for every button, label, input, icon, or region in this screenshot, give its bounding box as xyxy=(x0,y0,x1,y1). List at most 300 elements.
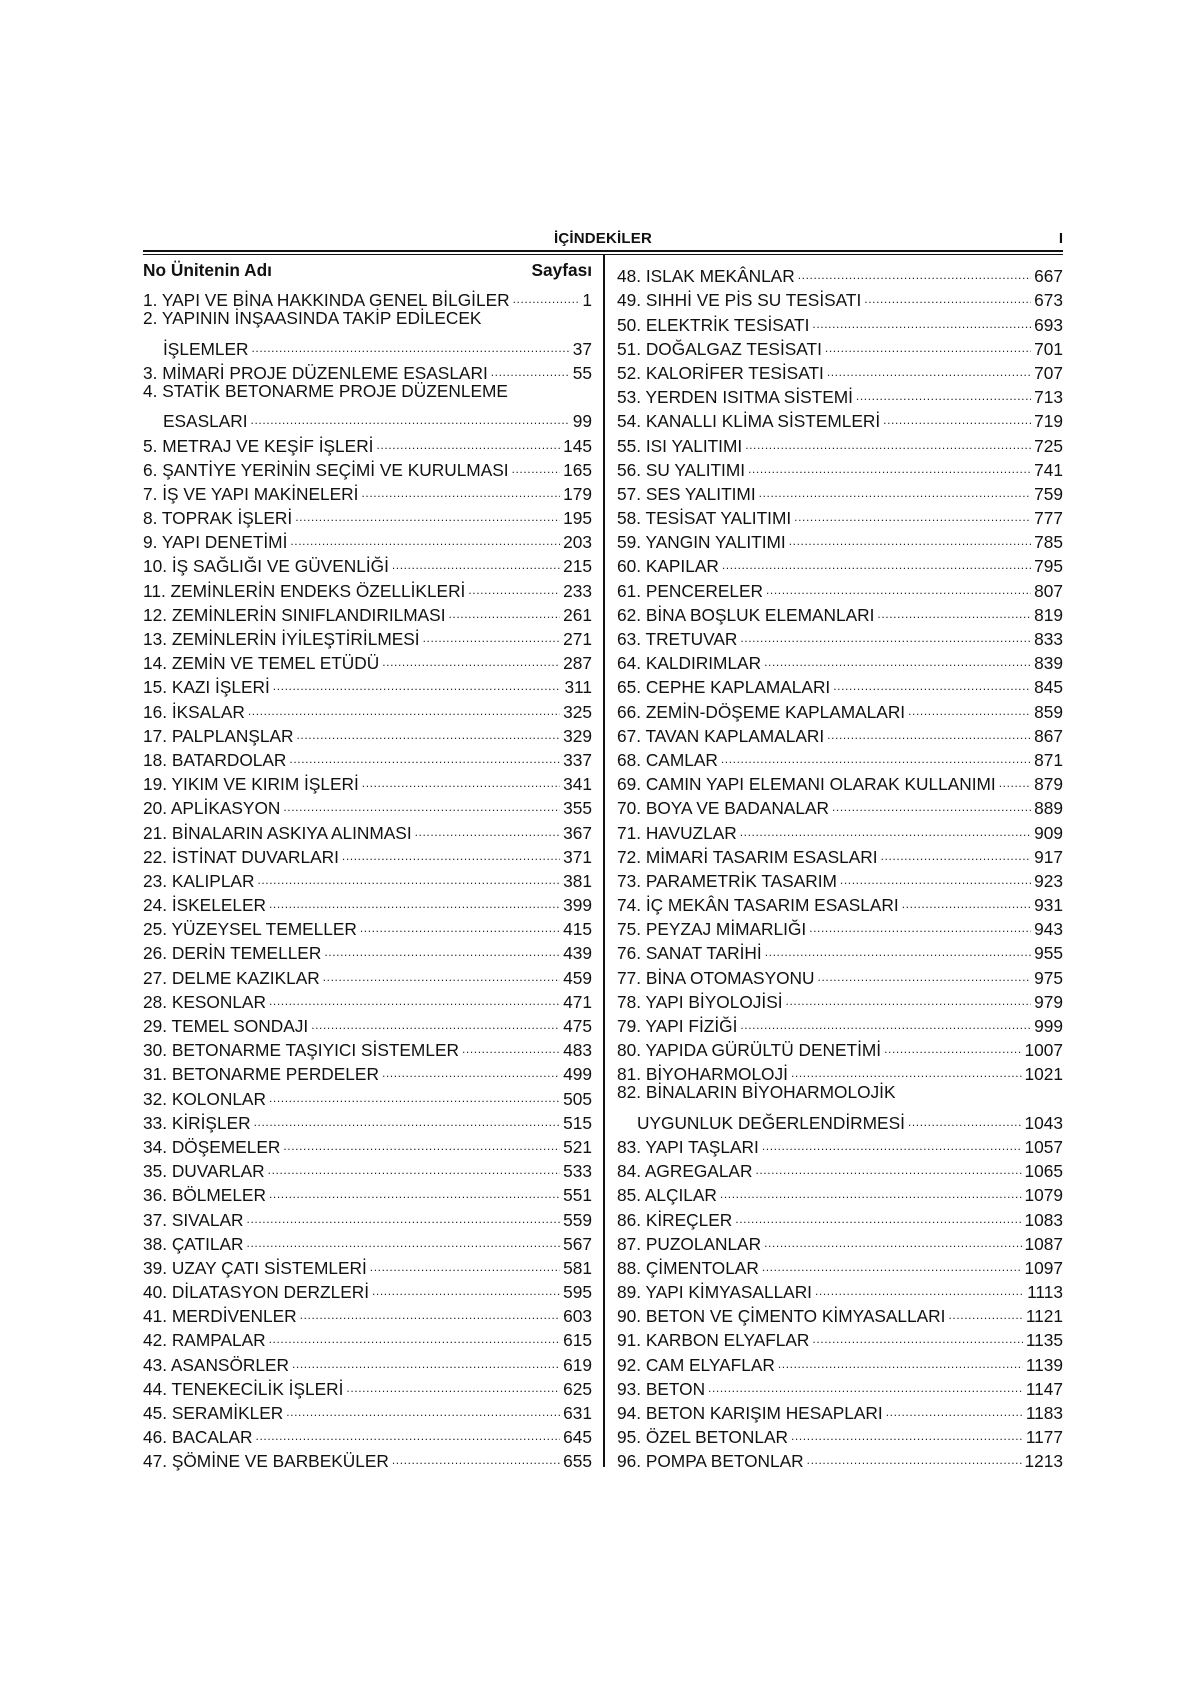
toc-entry-page: 261 xyxy=(563,604,592,625)
toc-entry-title: 4. STATİK BETONARME PROJE DÜZENLEME xyxy=(143,380,508,401)
dot-leader xyxy=(269,1177,560,1201)
dot-leader xyxy=(247,1226,561,1250)
toc-entry-title: 28. KESONLAR xyxy=(143,991,266,1012)
toc-entry-title: 75. PEYZAJ MİMARLIĞI xyxy=(617,919,807,940)
toc-entry-title: 34. DÖŞEMELER xyxy=(143,1136,281,1157)
dot-leader xyxy=(512,452,561,476)
dot-leader xyxy=(342,839,560,863)
toc-entry-page: 631 xyxy=(563,1403,592,1423)
unit-name-header: No Ünitenin Adı xyxy=(143,260,272,280)
toc-entry-title: 63. TRETUVAR xyxy=(617,629,738,649)
toc-entry-page: 99 xyxy=(572,411,592,432)
toc-entry-title: 72. MİMARİ TASARIM ESASLARI xyxy=(617,846,878,867)
dot-leader xyxy=(269,887,560,911)
toc-entry-page: 1139 xyxy=(1025,1354,1063,1375)
dot-leader xyxy=(827,718,1031,742)
toc-entry-title: 47. ŞÖMİNE VE BARBEKÜLER xyxy=(143,1451,389,1472)
toc-entry-page: 1083 xyxy=(1024,1209,1063,1230)
toc-entry-title: 35. DUVARLAR xyxy=(143,1161,265,1182)
dot-leader xyxy=(370,1250,560,1274)
toc-entry-page: 713 xyxy=(1034,387,1063,408)
dot-leader xyxy=(908,693,1031,717)
toc-entry-title: 5. METRAJ VE KEŞİF İŞLERİ xyxy=(143,435,374,456)
toc-entry-title: 17. PALPLANŞLAR xyxy=(143,725,294,746)
dot-leader xyxy=(833,669,1031,693)
toc-entry-title: 32. KOLONLAR xyxy=(143,1088,266,1109)
dot-leader xyxy=(311,1008,560,1032)
toc-entry-title: 45. SERAMİKLER xyxy=(143,1403,284,1423)
dot-leader xyxy=(462,1032,560,1056)
toc-entry-title: 81. BİYOHARMOLOJİ xyxy=(617,1064,788,1085)
dot-leader xyxy=(273,669,562,693)
dot-leader xyxy=(856,379,1031,403)
dot-leader xyxy=(360,911,560,935)
toc-entry-page: 819 xyxy=(1034,604,1063,625)
dot-leader xyxy=(825,331,1031,355)
dot-leader xyxy=(762,1250,1022,1274)
toc-entry-page: 979 xyxy=(1034,991,1063,1012)
toc-entry-page: 667 xyxy=(1034,266,1063,287)
dot-leader xyxy=(755,1153,1021,1177)
dot-leader xyxy=(251,331,569,355)
toc-entry-page: 37 xyxy=(572,338,592,359)
dot-leader xyxy=(283,790,560,814)
toc-entry-title: 11. ZEMİNLERİN ENDEKS ÖZELLİKLERİ xyxy=(143,580,466,601)
toc-entry-page: 505 xyxy=(563,1088,592,1109)
dot-leader xyxy=(254,1105,561,1129)
toc-entry-title: 67. TAVAN KAPLAMALARI xyxy=(617,725,825,746)
toc-entry-title: 74. İÇ MEKÂN TASARIM ESASLARI xyxy=(617,895,899,916)
toc-entry-page: 341 xyxy=(563,774,592,795)
toc-entry-title: 37. SIVALAR xyxy=(143,1209,244,1230)
toc-entry-page: 521 xyxy=(563,1136,592,1157)
toc-entry-title: 57. SES YALITIMI xyxy=(617,483,756,504)
toc-entry-title: 14. ZEMİN VE TEMEL ETÜDÜ xyxy=(143,653,380,674)
dot-leader xyxy=(812,1322,1022,1346)
toc-entry-page: 355 xyxy=(563,798,592,819)
toc-entry-page: 399 xyxy=(563,895,592,916)
toc-entry-page: 1021 xyxy=(1024,1064,1063,1085)
toc-entry-title: 3. MİMARİ PROJE DÜZENLEME ESASLARI xyxy=(143,362,488,383)
toc-entry-title: 7. İŞ VE YAPI MAKİNELERİ xyxy=(143,483,359,504)
toc-entry-page: 287 xyxy=(563,653,592,674)
dot-leader xyxy=(740,621,1031,645)
toc-entry-page: 1057 xyxy=(1024,1136,1063,1157)
toc-entry-page: 625 xyxy=(563,1378,592,1399)
toc-entry-page: 459 xyxy=(563,967,592,988)
toc-entry-title: 82. BİNALARIN BİYOHARMOLOJİK xyxy=(617,1082,896,1103)
toc-entry-page: 325 xyxy=(563,701,592,722)
toc-entry-page: 673 xyxy=(1034,290,1063,311)
dot-leader xyxy=(745,427,1031,451)
dot-leader xyxy=(840,863,1031,887)
toc-entry-title: 15. KAZI İŞLERİ xyxy=(143,677,270,698)
toc-entry-page: 1079 xyxy=(1024,1185,1063,1206)
toc-entry-title: 73. PARAMETRİK TASARIM xyxy=(617,870,837,891)
toc-entry-title: 94. BETON KARIŞIM HESAPLARI xyxy=(617,1403,883,1423)
toc-entry-page: 1043 xyxy=(1024,1112,1063,1133)
toc-entry-page: 311 xyxy=(564,677,592,698)
toc-entry-page: 1177 xyxy=(1025,1427,1063,1448)
toc-entry-title: 9. YAPI DENETİMİ xyxy=(143,532,288,553)
dot-leader xyxy=(286,1395,560,1419)
toc-entry-title: 51. DOĞALGAZ TESİSATI xyxy=(617,338,822,359)
toc-entry-title: 22. İSTİNAT DUVARLARI xyxy=(143,846,339,867)
dot-leader xyxy=(382,1056,560,1080)
toc-entry-page: 1213 xyxy=(1024,1451,1063,1472)
toc-entry-title: 60. KAPILAR xyxy=(617,556,719,577)
toc-entry[interactable] xyxy=(617,1080,1063,1104)
dot-leader xyxy=(883,403,1031,427)
toc-entry-title: 40. DİLATASYON DERZLERİ xyxy=(143,1282,369,1303)
toc-entry-page: 917 xyxy=(1034,846,1063,867)
toc-entry-title: İŞLEMLER xyxy=(163,338,249,359)
toc-entry[interactable] xyxy=(143,306,592,330)
dot-leader xyxy=(290,524,560,548)
page-header-label: Sayfası xyxy=(531,260,592,280)
toc-entry-title: 95. ÖZEL BETONLAR xyxy=(617,1427,788,1448)
dot-leader xyxy=(886,1395,1023,1419)
toc-entry-title: 46. BACALAR xyxy=(143,1427,253,1448)
page-number: I xyxy=(1058,230,1063,247)
dot-leader xyxy=(415,814,561,838)
toc-entry-page: 55 xyxy=(572,362,592,383)
dot-leader xyxy=(362,766,560,790)
dot-leader xyxy=(392,548,560,572)
toc-entry-page: 839 xyxy=(1034,653,1063,674)
dot-leader xyxy=(759,476,1032,500)
toc-entry-title: 50. ELEKTRİK TESİSATI xyxy=(617,314,810,335)
toc-entry[interactable] xyxy=(617,258,1063,287)
dot-leader xyxy=(269,1322,561,1346)
toc-entry-title: 43. ASANSÖRLER xyxy=(143,1354,289,1375)
dot-leader xyxy=(815,1274,1024,1298)
toc-entry-title: 90. BETON VE ÇİMENTO KİMYASALLARI xyxy=(617,1306,946,1327)
dot-leader xyxy=(372,1274,560,1298)
toc-entry-title: 30. BETONARME TAŞIYICI SİSTEMLER xyxy=(143,1040,459,1061)
dot-leader xyxy=(765,935,1031,959)
toc-entry-title: 20. APLİKASYON xyxy=(143,798,281,819)
toc-entry-title: 77. BİNA OTOMASYONU xyxy=(617,967,815,988)
dot-leader xyxy=(948,1298,1022,1322)
toc-entry-title: 89. YAPI KİMYASALLARI xyxy=(617,1282,812,1303)
toc-entry-page: 619 xyxy=(563,1354,592,1375)
dot-leader xyxy=(300,1298,560,1322)
toc-entry-title: 91. KARBON ELYAFLAR xyxy=(617,1330,810,1351)
toc-entry-title: 19. YIKIM VE KIRIM İŞLERİ xyxy=(143,774,359,795)
dot-leader xyxy=(283,1129,560,1153)
toc-entry-page: 533 xyxy=(563,1161,592,1182)
toc-entry-page: 145 xyxy=(563,435,592,456)
dot-leader xyxy=(256,1419,561,1443)
dot-leader xyxy=(827,355,1031,379)
toc-entry-title: 49. SIHHİ VE PİS SU TESİSATI xyxy=(617,290,862,311)
toc-entry-page: 1147 xyxy=(1025,1378,1063,1399)
dot-leader xyxy=(324,935,560,959)
toc-entry-title: 55. ISI YALITIMI xyxy=(617,435,743,456)
toc-table-header xyxy=(143,258,592,282)
toc-entry-title: ESASLARI xyxy=(163,411,248,432)
toc-entry-page: 381 xyxy=(563,870,592,891)
toc-entry-title: 31. BETONARME PERDELER xyxy=(143,1064,379,1085)
dot-leader xyxy=(323,959,560,983)
toc-entry-page: 1 xyxy=(582,290,592,311)
dot-leader xyxy=(877,597,1031,621)
toc-entry-page: 615 xyxy=(563,1330,592,1351)
toc-entry-page: 833 xyxy=(1034,629,1063,649)
dot-leader xyxy=(740,1008,1031,1032)
dot-leader xyxy=(297,718,561,742)
dot-leader xyxy=(491,355,570,379)
toc-entry-title: 88. ÇİMENTOLAR xyxy=(617,1257,759,1278)
dot-leader xyxy=(708,1371,1023,1395)
toc-entry-page: 567 xyxy=(563,1233,592,1254)
toc-entry-page: 693 xyxy=(1034,314,1063,335)
dot-leader xyxy=(791,1419,1023,1443)
toc-entry-page: 777 xyxy=(1034,508,1063,529)
dot-leader xyxy=(720,1177,1022,1201)
dot-leader xyxy=(376,427,560,451)
toc-entry-title: 29. TEMEL SONDAJI xyxy=(143,1016,309,1036)
dot-leader xyxy=(832,790,1031,814)
toc-entry-page: 595 xyxy=(563,1282,592,1303)
dot-leader xyxy=(247,1201,561,1225)
toc-entry-title: 58. TESİSAT YALITIMI xyxy=(617,508,792,529)
toc-entry-title: 69. CAMIN YAPI ELEMANI OLARAK KULLANIMI xyxy=(617,774,996,795)
toc-entry-page: 931 xyxy=(1034,895,1063,916)
dot-leader xyxy=(766,572,1031,596)
dot-leader xyxy=(382,645,560,669)
toc-entry-page: 551 xyxy=(563,1185,592,1206)
toc-entry-page: 1007 xyxy=(1024,1040,1063,1061)
toc-entry-page: 707 xyxy=(1034,362,1063,383)
toc-entry-title: 64. KALDIRIMLAR xyxy=(617,653,762,674)
toc-entry-page: 785 xyxy=(1034,532,1063,553)
toc-entry-page: 1065 xyxy=(1024,1161,1063,1182)
toc-entry-title: 78. YAPI BİYOLOJİSİ xyxy=(617,991,783,1012)
dot-leader xyxy=(722,548,1031,572)
dot-leader xyxy=(786,984,1032,1008)
toc-entry-title: 56. SU YALITIMI xyxy=(617,459,746,480)
toc-entry-title: UYGUNLUK DEĞERLENDİRMESİ xyxy=(637,1112,905,1133)
toc-left-column xyxy=(143,258,592,1472)
toc-entry-page: 645 xyxy=(563,1427,592,1448)
toc-entry-title: 79. YAPI FİZİĞİ xyxy=(617,1016,738,1036)
dot-leader xyxy=(764,1226,1021,1250)
toc-entry-title: 16. İKSALAR xyxy=(143,701,245,722)
toc-entry-page: 367 xyxy=(563,822,592,843)
toc-entry-title: 44. TENEKECİLİK İŞLERİ xyxy=(143,1378,344,1399)
toc-entry-page: 943 xyxy=(1034,919,1063,940)
dot-leader xyxy=(884,1032,1021,1056)
toc-entry-page: 179 xyxy=(563,483,592,504)
toc-entry-page: 1135 xyxy=(1025,1330,1063,1351)
toc-entry-title: 18. BATARDOLAR xyxy=(143,749,287,770)
dot-leader xyxy=(864,282,1031,306)
dot-leader xyxy=(269,984,560,1008)
toc-entry-title: 65. CEPHE KAPLAMALARI xyxy=(617,677,831,698)
toc-entry-title: 62. BİNA BOŞLUK ELEMANLARI xyxy=(617,604,875,625)
toc-entry-page: 655 xyxy=(563,1451,592,1472)
dot-leader xyxy=(818,959,1032,983)
dot-leader xyxy=(346,1371,560,1395)
toc-entry-title: 68. CAMLAR xyxy=(617,749,718,770)
toc-entry-title: 39. UZAY ÇATI SİSTEMLERİ xyxy=(143,1257,367,1278)
toc-entry-title: 86. KİREÇLER xyxy=(617,1209,733,1230)
toc-entry-page: 807 xyxy=(1034,580,1063,601)
toc-entry-page: 923 xyxy=(1034,870,1063,891)
toc-entry-page: 1097 xyxy=(1024,1257,1063,1278)
header-rule-thick xyxy=(143,250,1063,252)
toc-entry-page: 371 xyxy=(563,846,592,867)
dot-leader xyxy=(794,500,1031,524)
dot-leader xyxy=(449,597,561,621)
toc-entry-title: 23. KALIPLAR xyxy=(143,870,255,891)
toc-entry-title: 96. POMPA BETONLAR xyxy=(617,1451,804,1472)
toc-entry-title: 33. KİRİŞLER xyxy=(143,1112,251,1133)
toc-entry-page: 701 xyxy=(1034,338,1063,359)
dot-leader xyxy=(248,693,560,717)
toc-entry-page: 1087 xyxy=(1024,1233,1063,1254)
dot-leader xyxy=(764,645,1031,669)
dot-leader xyxy=(789,524,1031,548)
dot-leader xyxy=(762,1129,1022,1153)
toc-entry-page: 415 xyxy=(563,919,592,940)
toc-entry-page: 215 xyxy=(563,556,592,577)
dot-leader xyxy=(999,766,1031,790)
toc-entry-title: 8. TOPRAK İŞLERİ xyxy=(143,508,293,529)
toc-entry-title: 84. AGREGALAR xyxy=(617,1161,753,1182)
dot-leader xyxy=(269,1080,560,1104)
toc-entry-title: 1. YAPI VE BİNA HAKKINDA GENEL BİLGİLER xyxy=(143,290,510,311)
toc-entry-page: 741 xyxy=(1034,459,1063,480)
toc-entry-page: 515 xyxy=(563,1112,592,1133)
toc-entry-page: 909 xyxy=(1034,822,1063,843)
dot-leader xyxy=(289,742,560,766)
column-divider xyxy=(603,255,605,1467)
toc-entry-page: 845 xyxy=(1034,677,1063,698)
toc-entry-page: 795 xyxy=(1034,556,1063,577)
toc-entry-page: 337 xyxy=(563,749,592,770)
toc-entry-title: 53. YERDEN ISITMA SİSTEMİ xyxy=(617,387,853,408)
toc-entry-page: 559 xyxy=(563,1209,592,1230)
toc-entry-title: 24. İSKELELER xyxy=(143,895,266,916)
toc-entry-page: 475 xyxy=(563,1016,592,1036)
toc-entry[interactable] xyxy=(143,282,592,311)
toc-entry-title: 61. PENCERELER xyxy=(617,580,763,601)
toc-entry-page: 759 xyxy=(1034,483,1063,504)
dot-leader xyxy=(791,1056,1022,1080)
toc-entry-title: 36. BÖLMELER xyxy=(143,1185,266,1206)
toc-entry-page: 879 xyxy=(1034,774,1063,795)
dot-leader xyxy=(798,258,1031,282)
toc-entry-title: 42. RAMPALAR xyxy=(143,1330,266,1351)
toc-entry-page: 867 xyxy=(1034,725,1063,746)
dot-leader xyxy=(268,1153,561,1177)
toc-entry-page: 233 xyxy=(563,580,592,601)
toc-entry-title: 21. BİNALARIN ASKIYA ALINMASI xyxy=(143,822,412,843)
toc-entry[interactable] xyxy=(143,379,592,403)
dot-leader xyxy=(908,1105,1022,1129)
toc-entry[interactable] xyxy=(617,1105,1063,1133)
dot-leader xyxy=(807,1443,1022,1467)
toc-entry-page: 439 xyxy=(563,943,592,964)
dot-leader xyxy=(748,452,1031,476)
toc-entry-title: 38. ÇATILAR xyxy=(143,1233,244,1254)
dot-leader xyxy=(735,1201,1021,1225)
toc-entry-page: 1183 xyxy=(1025,1403,1063,1423)
dot-leader xyxy=(902,887,1031,911)
toc-entry-title: 93. BETON xyxy=(617,1378,706,1399)
toc-entry-title: 70. BOYA VE BADANALAR xyxy=(617,798,829,819)
toc-entry-page: 871 xyxy=(1034,749,1063,770)
dot-leader xyxy=(778,1346,1023,1370)
toc-entry-page: 603 xyxy=(563,1306,592,1327)
toc-entry-title: 10. İŞ SAĞLIĞI VE GÜVENLİĞİ xyxy=(143,556,389,577)
dot-leader xyxy=(423,621,561,645)
dot-leader xyxy=(251,403,570,427)
dot-leader xyxy=(292,1346,560,1370)
dot-leader xyxy=(881,839,1032,863)
toc-entry-page: 499 xyxy=(563,1064,592,1085)
toc-entry-title: 2. YAPININ İNŞAASINDA TAKİP EDİLECEK xyxy=(143,308,482,329)
dot-leader xyxy=(513,282,580,306)
toc-entry-page: 889 xyxy=(1034,798,1063,819)
toc-entry-title: 59. YANGIN YALITIMI xyxy=(617,532,786,553)
toc-entry-title: 6. ŞANTİYE YERİNİN SEÇİMİ VE KURULMASI xyxy=(143,459,509,480)
toc-entry-page: 165 xyxy=(563,459,592,480)
toc-entry[interactable] xyxy=(143,403,592,432)
toc-entry-title: 76. SANAT TARİHİ xyxy=(617,943,762,964)
dot-leader xyxy=(740,814,1031,838)
dot-leader xyxy=(295,500,560,524)
toc-entry-title: 27. DELME KAZIKLAR xyxy=(143,967,320,988)
toc-right-column xyxy=(617,258,1063,1472)
toc-entry-title: 26. DERİN TEMELLER xyxy=(143,943,322,964)
toc-entry-page: 725 xyxy=(1034,435,1063,456)
toc-entry-page: 999 xyxy=(1034,1016,1063,1036)
toc-entry-page: 329 xyxy=(563,725,592,746)
toc-entry-page: 975 xyxy=(1034,967,1063,988)
toc-entry-title: 83. YAPI TAŞLARI xyxy=(617,1136,759,1157)
toc-entry-title: 41. MERDİVENLER xyxy=(143,1306,297,1327)
toc-entry-title: 13. ZEMİNLERİN İYİLEŞTİRİLMESİ xyxy=(143,629,420,649)
page-header xyxy=(143,230,1063,248)
toc-entry-page: 271 xyxy=(563,629,592,649)
toc-entry-title: 87. PUZOLANLAR xyxy=(617,1233,762,1254)
toc-entry-page: 859 xyxy=(1034,701,1063,722)
toc-entry-title: 80. YAPIDA GÜRÜLTÜ DENETİMİ xyxy=(617,1040,882,1061)
toc-entry-page: 581 xyxy=(563,1257,592,1278)
dot-leader xyxy=(361,476,560,500)
toc-entry-title: 66. ZEMİN-DÖŞEME KAPLAMALARI xyxy=(617,701,906,722)
toc-entry-title: 54. KANALLI KLİMA SİSTEMLERİ xyxy=(617,411,881,432)
toc-entry-title: 52. KALORİFER TESİSATI xyxy=(617,362,824,383)
dot-leader xyxy=(721,742,1031,766)
toc-entry-title: 48. ISLAK MEKÂNLAR xyxy=(617,266,795,287)
page-title: İÇİNDEKİLER xyxy=(553,230,653,247)
dot-leader xyxy=(257,863,560,887)
toc-entry-page: 483 xyxy=(563,1040,592,1061)
dot-leader xyxy=(812,306,1031,330)
dot-leader xyxy=(392,1443,560,1467)
toc-entry-page: 471 xyxy=(563,991,592,1012)
toc-entry[interactable] xyxy=(143,331,592,359)
toc-entry-page: 719 xyxy=(1034,411,1063,432)
toc-entry-title: 85. ALÇILAR xyxy=(617,1185,717,1206)
toc-entry-title: 25. YÜZEYSEL TEMELLER xyxy=(143,919,357,940)
toc-entry-title: 71. HAVUZLAR xyxy=(617,822,737,843)
